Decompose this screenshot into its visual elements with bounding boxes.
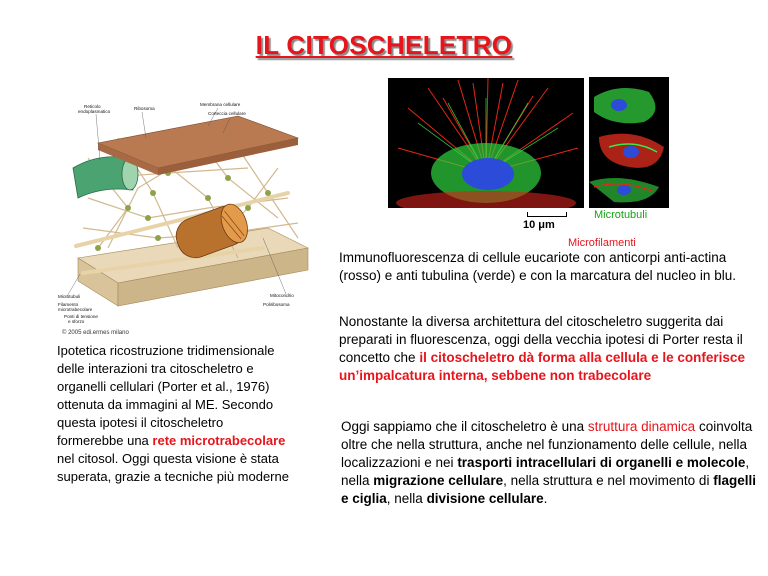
porter-text: Nonostante la diversa architettura del citoscheletro suggerita dai preparati in fluorescenza, oggi della vecchia ipotesi di Porter resta il concetto che bbox=[339, 314, 743, 365]
page-title: IL CITOSCHELETRO bbox=[255, 30, 513, 60]
p3-struttura-dinamica: struttura dinamica bbox=[587, 419, 696, 434]
dynamic-structure-paragraph bbox=[341, 418, 761, 508]
left-highlight: rete microtrabecolare bbox=[152, 433, 286, 448]
p3-migrazione: migrazione cellulare bbox=[373, 473, 504, 488]
scale-label: 10 μm bbox=[523, 219, 555, 231]
legend-microfilamenti: Microfilamenti bbox=[568, 237, 636, 249]
illustration-credit: © 2005 edi.ermes milano bbox=[62, 330, 129, 336]
porter-paragraph bbox=[339, 313, 759, 385]
p3-trasporti: trasporti intracellulari di organelli e molecole bbox=[457, 455, 746, 470]
label-reticolo: Reticolo bbox=[84, 104, 101, 109]
label-corteccia: Corteccia cellulare bbox=[208, 111, 246, 116]
label-mitocondrio: Mitocondrio bbox=[270, 293, 294, 298]
p3-flagelli: flagelli e ciglia bbox=[341, 473, 756, 506]
p3-a: Oggi sappiamo che il citoscheletro è una bbox=[341, 419, 588, 434]
p3-g: , nella struttura e nel movimento di bbox=[503, 473, 714, 488]
porter-highlight: il citoscheletro dà forma alla cellula e le conferisce un’impalcatura interna, sebbene non trabecolare bbox=[339, 350, 745, 383]
label-microtubuli: Microtubuli bbox=[58, 294, 81, 299]
p3-e: , nella bbox=[341, 455, 750, 488]
illustration-description bbox=[57, 342, 289, 486]
p3-k: . bbox=[543, 491, 548, 506]
label-membrana: Membrana cellulare bbox=[200, 102, 241, 107]
legend-microtubuli: Microtubuli bbox=[594, 209, 648, 221]
label-filamento-2: microtrabecolare bbox=[58, 307, 93, 312]
image-caption: Immunofluorescenza di cellule eucariote con anticorpi anti-actina (rosso) e anti tubulina (verde) e con la marcatura del nucleo in blu. bbox=[339, 250, 736, 283]
label-poliribosoma: Poliribosoma bbox=[263, 302, 290, 307]
scale-bar bbox=[527, 212, 567, 217]
p3-c: coinvolta oltre che nella struttura, anche nel funzionamento delle cellule, nella localizzazioni e nei bbox=[341, 419, 753, 470]
cytoskeleton-illustration bbox=[58, 98, 328, 338]
label-ponti-1: Ponti di tensione bbox=[64, 314, 98, 319]
label-filamento-1: Filamento bbox=[58, 302, 79, 307]
left-text-1: Ipotetica ricostruzione tridimensionale delle interazioni tra citoscheletro e organelli cellulari (Porter et al., 1976) ottenuta da immagini al ME. Secondo questa ipotesi il citoscheletro formerebbe una bbox=[57, 343, 275, 448]
label-ponti-2: e sforzo bbox=[68, 319, 85, 324]
fluorescence-image-cell bbox=[388, 78, 584, 208]
fluorescence-image-cells bbox=[589, 77, 669, 208]
left-text-2: nel citosol. Oggi questa visione è stata superata, grazie a tecniche più moderne bbox=[57, 451, 289, 484]
label-endoplasmatico: endoplasmatico bbox=[78, 109, 111, 114]
p3-i: , nella bbox=[386, 491, 427, 506]
label-ribosoma: Ribosoma bbox=[134, 106, 155, 111]
p3-divisione: divisione cellulare bbox=[426, 491, 544, 506]
